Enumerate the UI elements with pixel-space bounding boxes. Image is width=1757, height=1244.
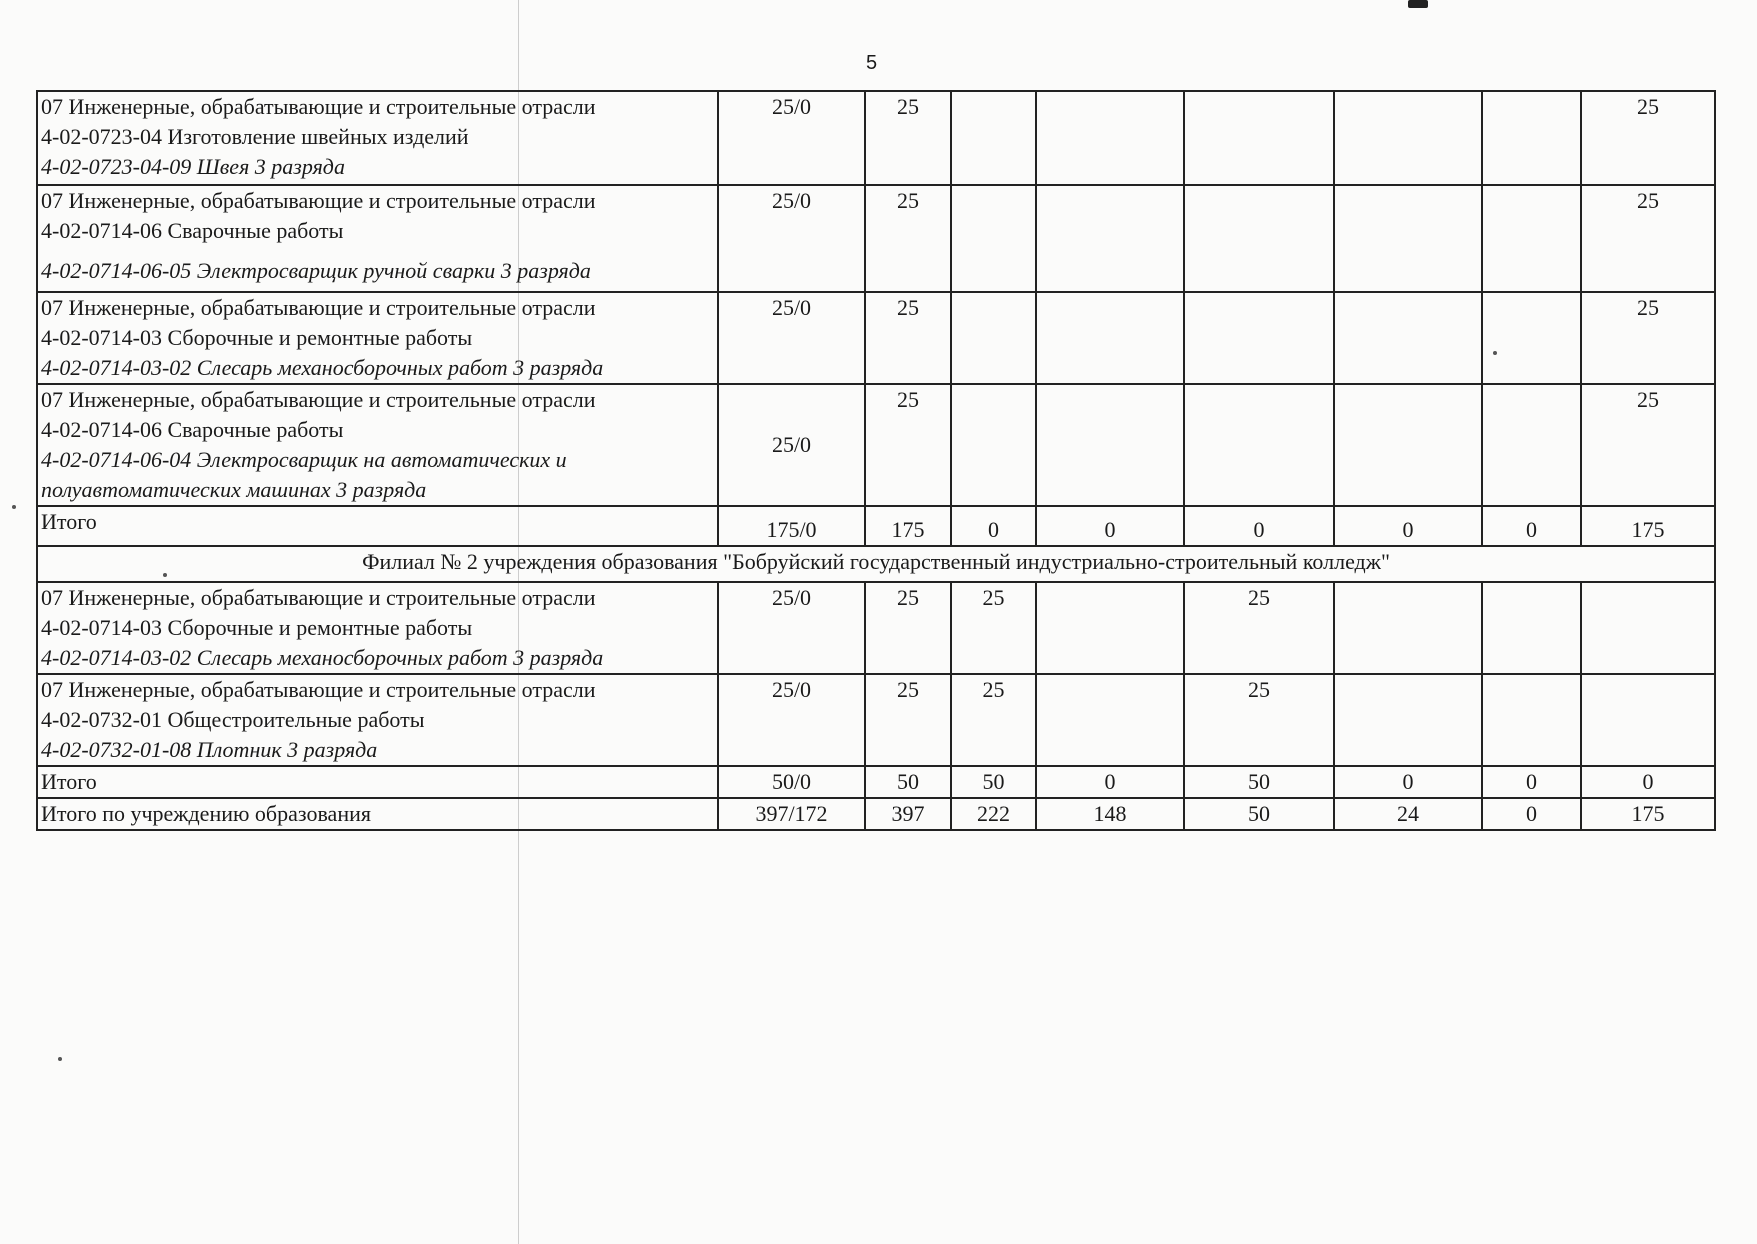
value-cell bbox=[1184, 292, 1334, 384]
qualification-line: 4-02-0723-04-09 Швея 3 разряда bbox=[41, 154, 345, 179]
value-cell: 0 bbox=[1482, 506, 1581, 546]
value-cell bbox=[1334, 674, 1482, 766]
value-cell bbox=[1036, 292, 1184, 384]
speck bbox=[58, 1057, 62, 1061]
value-cell: 0 bbox=[951, 506, 1036, 546]
field-line: 07 Инженерные, обрабатывающие и строительные отрасли bbox=[41, 295, 596, 320]
value-cell bbox=[1581, 674, 1715, 766]
value-cell: 25 bbox=[865, 582, 951, 674]
value-cell bbox=[1334, 91, 1482, 185]
field-line: 07 Инженерные, обрабатывающие и строительные отрасли bbox=[41, 387, 596, 412]
value-cell bbox=[1334, 185, 1482, 292]
branch-heading-row bbox=[37, 546, 1715, 582]
value-cell bbox=[1036, 185, 1184, 292]
value-cell bbox=[1184, 384, 1334, 506]
value-cell: 148 bbox=[1036, 798, 1184, 830]
value-cell bbox=[1184, 91, 1334, 185]
subtotal-label: Итого bbox=[37, 766, 718, 798]
value-cell: 25 bbox=[1581, 384, 1715, 506]
value-cell: 175 bbox=[1581, 506, 1715, 546]
value-cell: 0 bbox=[1334, 766, 1482, 798]
plan-cell: 25/0 bbox=[718, 185, 865, 292]
table-row bbox=[37, 582, 1715, 674]
plan-cell: 25/0 bbox=[718, 292, 865, 384]
qualification-line: полуавтоматических машинах 3 разряда bbox=[41, 477, 427, 502]
value-cell: 25 bbox=[951, 674, 1036, 766]
value-cell bbox=[951, 91, 1036, 185]
field-line: 07 Инженерные, обрабатывающие и строительные отрасли bbox=[41, 677, 596, 702]
grand-total-label: Итого по учреждению образования bbox=[37, 798, 718, 830]
subtotal-label: Итого bbox=[37, 506, 718, 546]
value-cell bbox=[1581, 582, 1715, 674]
value-cell: 0 bbox=[1482, 798, 1581, 830]
branch-title: Филиал № 2 учреждения образования "Бобруйский государственный индустриально-строительный колледж" bbox=[37, 546, 1715, 582]
value-cell: 25 bbox=[865, 91, 951, 185]
value-cell: 50 bbox=[1184, 798, 1334, 830]
plan-cell: 50/0 bbox=[718, 766, 865, 798]
plan-cell: 25/0 bbox=[718, 582, 865, 674]
plan-cell: 25/0 bbox=[718, 384, 865, 506]
value-cell bbox=[1184, 185, 1334, 292]
value-cell bbox=[1334, 292, 1482, 384]
data-table bbox=[36, 90, 1716, 831]
value-cell: 50 bbox=[951, 766, 1036, 798]
specialty-cell bbox=[37, 292, 718, 384]
value-cell: 175 bbox=[1581, 798, 1715, 830]
value-cell bbox=[1036, 582, 1184, 674]
qualification-line: 4-02-0714-03-02 Слесарь механосборочных работ 3 разряда bbox=[41, 355, 604, 380]
subtotal-row bbox=[37, 506, 1715, 546]
value-cell: 25 bbox=[1581, 185, 1715, 292]
value-cell: 0 bbox=[1036, 766, 1184, 798]
specialty-cell bbox=[37, 384, 718, 506]
value-cell bbox=[1036, 384, 1184, 506]
speck bbox=[12, 505, 16, 509]
specialty-cell bbox=[37, 674, 718, 766]
specialty-cell bbox=[37, 582, 718, 674]
value-cell: 0 bbox=[1482, 766, 1581, 798]
table-row bbox=[37, 185, 1715, 292]
value-cell: 25 bbox=[1184, 674, 1334, 766]
plan-cell: 397/172 bbox=[718, 798, 865, 830]
profile-line: 4-02-0714-06 Сварочные работы bbox=[41, 218, 344, 243]
value-cell bbox=[1482, 582, 1581, 674]
value-cell: 25 bbox=[1581, 292, 1715, 384]
plan-cell: 175/0 bbox=[718, 506, 865, 546]
value-cell: 50 bbox=[865, 766, 951, 798]
value-cell: 0 bbox=[1036, 506, 1184, 546]
value-cell bbox=[951, 185, 1036, 292]
value-cell bbox=[1482, 91, 1581, 185]
ink-blot bbox=[1408, 0, 1428, 8]
qualification-line: 4-02-0732-01-08 Плотник 3 разряда bbox=[41, 737, 378, 762]
value-cell bbox=[1482, 674, 1581, 766]
profile-line: 4-02-0714-06 Сварочные работы bbox=[41, 417, 344, 442]
field-line: 07 Инженерные, обрабатывающие и строительные отрасли bbox=[41, 94, 596, 119]
value-cell: 25 bbox=[951, 582, 1036, 674]
profile-line: 4-02-0732-01 Общестроительные работы bbox=[41, 707, 425, 732]
value-cell bbox=[951, 292, 1036, 384]
value-cell: 24 bbox=[1334, 798, 1482, 830]
table-row bbox=[37, 91, 1715, 185]
value-cell bbox=[1036, 91, 1184, 185]
value-cell bbox=[1334, 582, 1482, 674]
value-cell: 222 bbox=[951, 798, 1036, 830]
grand-total-row bbox=[37, 798, 1715, 830]
value-cell: 25 bbox=[865, 292, 951, 384]
value-cell: 25 bbox=[865, 384, 951, 506]
value-cell: 25 bbox=[865, 185, 951, 292]
value-cell bbox=[1036, 674, 1184, 766]
value-cell: 0 bbox=[1334, 506, 1482, 546]
qualification-line: 4-02-0714-03-02 Слесарь механосборочных работ 3 разряда bbox=[41, 645, 604, 670]
table-row bbox=[37, 292, 1715, 384]
value-cell: 50 bbox=[1184, 766, 1334, 798]
plan-cell: 25/0 bbox=[718, 674, 865, 766]
value-cell: 0 bbox=[1184, 506, 1334, 546]
specialty-cell bbox=[37, 185, 718, 292]
value-cell bbox=[1482, 292, 1581, 384]
value-cell: 397 bbox=[865, 798, 951, 830]
qualification-line: 4-02-0714-06-04 Электросварщик на автоматических и bbox=[41, 447, 567, 472]
value-cell bbox=[1334, 384, 1482, 506]
value-cell: 25 bbox=[1581, 91, 1715, 185]
value-cell: 25 bbox=[865, 674, 951, 766]
value-cell: 25 bbox=[1184, 582, 1334, 674]
table-row bbox=[37, 674, 1715, 766]
profile-line: 4-02-0714-03 Сборочные и ремонтные работы bbox=[41, 325, 473, 350]
value-cell: 0 bbox=[1581, 766, 1715, 798]
profile-line: 4-02-0714-03 Сборочные и ремонтные работы bbox=[41, 615, 473, 640]
value-cell bbox=[1482, 384, 1581, 506]
table-row bbox=[37, 384, 1715, 506]
specialty-cell bbox=[37, 91, 718, 185]
value-cell: 175 bbox=[865, 506, 951, 546]
value-cell bbox=[951, 384, 1036, 506]
field-line: 07 Инженерные, обрабатывающие и строительные отрасли bbox=[41, 585, 596, 610]
profile-line: 4-02-0723-04 Изготовление швейных изделий bbox=[41, 124, 469, 149]
subtotal-row bbox=[37, 766, 1715, 798]
qualification-line: 4-02-0714-06-05 Электросварщик ручной сварки 3 разряда bbox=[41, 258, 591, 283]
page-number: 5 bbox=[866, 52, 878, 74]
value-cell bbox=[1482, 185, 1581, 292]
plan-cell: 25/0 bbox=[718, 91, 865, 185]
field-line: 07 Инженерные, обрабатывающие и строительные отрасли bbox=[41, 188, 596, 213]
